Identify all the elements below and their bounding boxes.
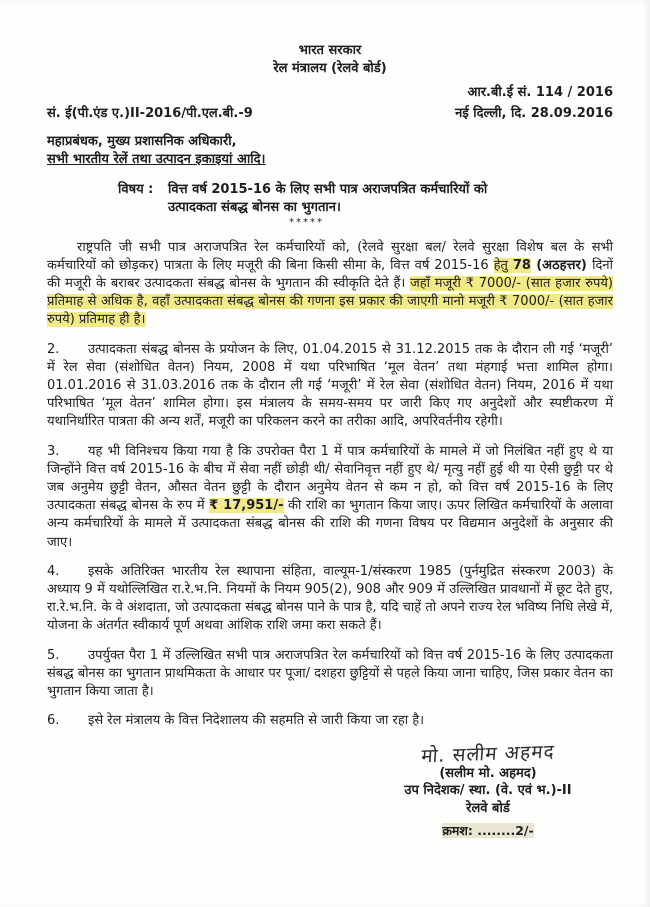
subject-text: [166, 181, 487, 217]
addressee-line-2-wrap: [47, 151, 613, 169]
subject-line-1: वित्त वर्ष 2015-16 के लिए सभी पात्र अराजपत्रित कर्मचारियों को: [168, 182, 488, 198]
file-number: सं. ई(पी.एंड ए.)II-2016/पी.एल.बी.-9: [47, 105, 253, 121]
signature-block: [363, 740, 613, 841]
p2-number: 2.: [47, 341, 60, 357]
signatory-designation: उप निदेशक/ स्था. (वे. एवं भ.)-II: [404, 783, 572, 798]
reference-row: [47, 105, 613, 123]
paragraph-1: [47, 239, 613, 330]
p4-number: 4.: [47, 563, 60, 579]
p1-bold-athhattar: (अठहत्तर): [530, 257, 593, 273]
continuation-mark: क्रमश: ........2/-: [442, 823, 534, 838]
header-ministry-title: रेल मंत्रालय (रेलवे बोर्ड): [273, 61, 387, 77]
p3-text: यह भी विनिश्चय किया गया है कि उपरोक्त पैरा 1 में पात्र कर्मचारियों के मामले में जो निलंबित नहीं हुए थे या जिन्होंने वित्त वर्ष 2015-16 के बीच में सेवा नहीं छोड़ी थी/ सेवानिवृत्त नहीं हुए थे/ मृत्यु नहीं हुई थी या ऐसी छुट्टी पर थे जब अनुमेय छुट्टी वेतन, औसत वेतन छुट्टी के दौरान अनुमेय वेतन से कम न हो, को वित्त वर्ष 2015-16 के लिए उत्पादकता संबद्ध बोनस के रुप में: [47, 443, 613, 514]
signature-handwritten: मो. सलीम अहमद: [420, 740, 556, 767]
p1-text-2: दिनों की मजूरी के बराबर उत्पादकता संबद्ध बोनस के भुगतान की स्वीकृति देते हैं।: [47, 257, 613, 292]
p4-text: इसके अतिरिक्त भारतीय रेल स्थापाना संहिता, वाल्यूम-1/संस्करण 1985 (पुर्नमुद्रित संस्करण 2003) के अध्याय 9 में यथोल्लिखित रा.रे.भ.नि. नियमों के नियम 905(2), 908 और 909 में उल्लिखित प्रावधानों में छूट देते हुए, रा.रे.भ.नि. के वे अंशदाता, जो उत्पादकता संबद्ध बोनस पाने के पात्र है, यदि चाहें तो अपने राज्य रेल भविष्य निधि लेखे में, योजना के अंतर्गत स्वीकार्य पूर्ण अथवा आंशिक राशि जमा करा सकते हैं।: [47, 563, 613, 634]
paragraph-3: [47, 443, 613, 552]
p3-text-2: की राशि का भुगतान किया जाए। ऊपर लिखित कर्मचारियों के अलावा अन्य कर्मचारियों के मामले में उत्पादकता संबद्ध बोनस की राशि की गणना विषय पर विद्यमान अनुदेशों के अनुसार की जाए।: [47, 498, 614, 550]
signatory-organization: रेलवे बोर्ड: [466, 800, 510, 816]
p1-text: राष्ट्रपति जी सभी पात्र अराजपत्रित रेल कर्मचारियों को, (रेलवे सुरक्षा बल/ रेलवे सुरक्षा विशेष बल के सभी कर्मचारियों को छोड़कर) पात्रता के लिए मजूरी की बिना किसी सीमा के, वित्त वर्ष 2015-16: [47, 239, 613, 273]
p1-highlight-7000: जहाँ मजूरी ₹ 7000/- (सात हजार रुपये) प्रतिमाह से अधिक है, वहाँ उत्पादकता संबद्ध बोनस की गणना इस प्रकार की जाएगी मानो मजूरी ₹ 7000/- (सात हजार रुपये) प्रतिमाह ही है।: [47, 276, 613, 328]
subject-line-2: उत्पादकता संबद्ध बोनस का भुगतान।: [168, 200, 341, 216]
rbe-number: आर.बी.ई सं. 114 / 2016: [467, 85, 613, 101]
p5-text: उपर्युक्त पैरा 1 में उल्लिखित सभी पात्र अराजपत्रित रेल कर्मचारियों को वित्त वर्ष 2015-16 के लिए उत्पादकता संबद्ध बोनस का भुगतान प्राथमिकता के आधार पर पूजा/ दशहरा छुट्टियों से पहले किया जाना चाहिए, जिस प्रकार वेतन का भुगतान किया जाता है।: [47, 647, 613, 700]
subject-label: विषय :: [118, 182, 154, 198]
p1-highlight-hetu: हेतु: [493, 257, 513, 273]
p6-number: 6.: [47, 713, 60, 729]
p1-highlight-78: 78: [512, 257, 531, 273]
addressee-line-2: सभी भारतीय रेलें तथा उत्पादन इकाइयां आदि।: [47, 152, 266, 168]
paragraph-4: [47, 563, 613, 636]
header-government-title: भारत सरकार: [298, 43, 362, 58]
p3-number: 3.: [47, 443, 60, 459]
stars-separator: *****: [289, 216, 324, 228]
paragraph-6: [47, 712, 613, 730]
p2-text: उत्पादकता संबद्ध बोनस के प्रयोजन के लिए, 01.04.2015 से 31.12.2015 तक के दौरान ली गई ‘मजूरी’ में रेल सेवा (संशोधित वेतन) नियम, 2008 में यथा परिभाषित ‘मूल वेतन’ तथा मंहगाई भत्ता शामिल होगा। 01.01.2016 से 31.03.2016 तक के दौरान ली गई ‘मजूरी’ में रेल सेवा (संशोधित वेतन) नियम, 2016 में यथा परिभाषित ‘मूल वेतन’ शामिल होगा। इस मंत्रालय के समय-समय पर जारी किए गए अनुदेशों और स्पष्टीकरण में यथानिर्धारित पात्रता की अन्य शर्तें, मजूरी का परिकलन करने का तरीका आदि, अपरिवर्तनीय रहेगी।: [47, 341, 613, 430]
signatory-name: (सलीम मो. अहमद): [439, 765, 537, 781]
p5-number: 5.: [47, 647, 60, 663]
p3-highlight-17951: ₹ 17,951/-: [209, 498, 284, 514]
subject-block: [118, 181, 613, 217]
paragraph-5: [47, 647, 613, 702]
place-date: नई दिल्ली, दि. 28.09.2016: [455, 105, 613, 121]
paragraph-2: [47, 341, 613, 432]
p6-text: इसे रेल मंत्रालय के वित्त निदेशालय की सहमति से जारी किया जा रहा है।: [88, 713, 425, 729]
addressee-line-1: महाप्रबंधक, मुख्य प्रशासनिक अधिकारी,: [47, 133, 237, 149]
continuation-mark-wrap: [363, 822, 613, 840]
